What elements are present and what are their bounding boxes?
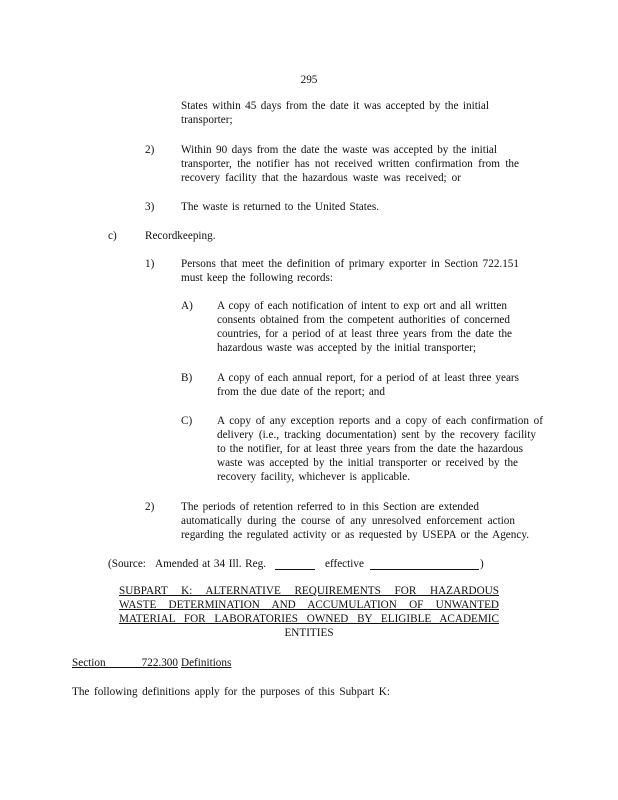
c-subitem-c-number: C)	[181, 415, 193, 427]
c-subitem-c-line-3: to the notifier, for at least three years from the date the hazardous	[217, 443, 523, 455]
c-subitem-a-line-1: A copy of each notification of intent to exp ort and all written	[217, 300, 507, 312]
c-subitem-c-line-1: A copy of any exception reports and a copy of each confirmation of	[217, 415, 543, 427]
c-subitem-a-line-3: countries, for a period of at least three years from the date the	[217, 328, 512, 340]
c-subitem-c-line-4: waste was accepted by the initial transporter or received by the	[217, 457, 518, 469]
c-item-2-line-1: The periods of retention referred to in this Section are extended	[181, 501, 479, 513]
source-note-open: (Source:	[108, 558, 146, 570]
section-c-title: Recordkeeping.	[145, 230, 216, 242]
subpart-heading-line-2: WASTE DETERMINATION AND ACCUMULATION OF UNWANTED	[119, 599, 499, 611]
item-2-line-2: transporter, the notifier has not received written confirmation from the	[181, 158, 519, 170]
definitions-intro: The following definitions apply for the purposes of this Subpart K:	[72, 686, 390, 698]
item-3-line-1: The waste is returned to the United States.	[181, 201, 379, 213]
item-2-line-1: Within 90 days from the date the waste was accepted by the initial	[181, 144, 497, 156]
c-item-1-number: 1)	[145, 258, 155, 270]
c-subitem-a-line-2: consents obtained from the competent authorities of concerned	[217, 314, 510, 326]
item-2-line-3: recovery facility that the hazardous waste was received; or	[181, 172, 461, 184]
c-subitem-a-line-4: hazardous waste was accepted by the initial transporter;	[217, 342, 476, 354]
source-note-effective: effective	[325, 558, 364, 570]
continuation-line-1: States within 45 days from the date it was accepted by the initial	[181, 100, 489, 112]
c-subitem-b-line-2: from the due date of the report; and	[217, 386, 385, 398]
section-title: Definitions	[181, 657, 232, 669]
source-note-close: )	[480, 558, 484, 570]
c-item-2-number: 2)	[145, 501, 155, 513]
item-3-number: 3)	[145, 201, 155, 213]
subpart-heading-line-4: ENTITIES	[284, 627, 334, 639]
c-subitem-c-line-5: recovery facility, whichever is applicable.	[217, 471, 410, 483]
c-item-1-line-2: must keep the following records:	[181, 272, 333, 284]
register-page-blank	[275, 557, 315, 570]
section-number: Section 722.300	[72, 657, 178, 669]
source-note-amended: Amended at 34 Ill. Reg.	[155, 558, 266, 570]
subpart-heading-line-3: MATERIAL FOR LABORATORIES OWNED BY ELIGIBLE ACADEMIC	[119, 613, 499, 625]
c-subitem-a-number: A)	[181, 300, 193, 312]
page-number: 295	[300, 74, 318, 86]
continuation-line-2: transporter;	[181, 114, 233, 126]
c-subitem-c-line-2: delivery (i.e., tracking documentation) sent by the recovery facility	[217, 429, 536, 441]
c-subitem-b-line-1: A copy of each annual report, for a period of at least three years	[217, 372, 519, 384]
subpart-heading-line-1: SUBPART K: ALTERNATIVE REQUIREMENTS FOR HAZARDOUS	[119, 585, 499, 597]
effective-date-blank	[370, 557, 479, 570]
section-c-label: c)	[108, 230, 117, 242]
item-2-number: 2)	[145, 144, 155, 156]
c-item-2-line-2: automatically during the course of any unresolved enforcement action	[181, 515, 515, 527]
c-item-1-line-1: Persons that meet the definition of primary exporter in Section 722.151	[181, 258, 519, 270]
c-item-2-line-3: regarding the regulated activity or as requested by USEPA or the Agency.	[181, 529, 529, 541]
c-subitem-b-number: B)	[181, 372, 193, 384]
